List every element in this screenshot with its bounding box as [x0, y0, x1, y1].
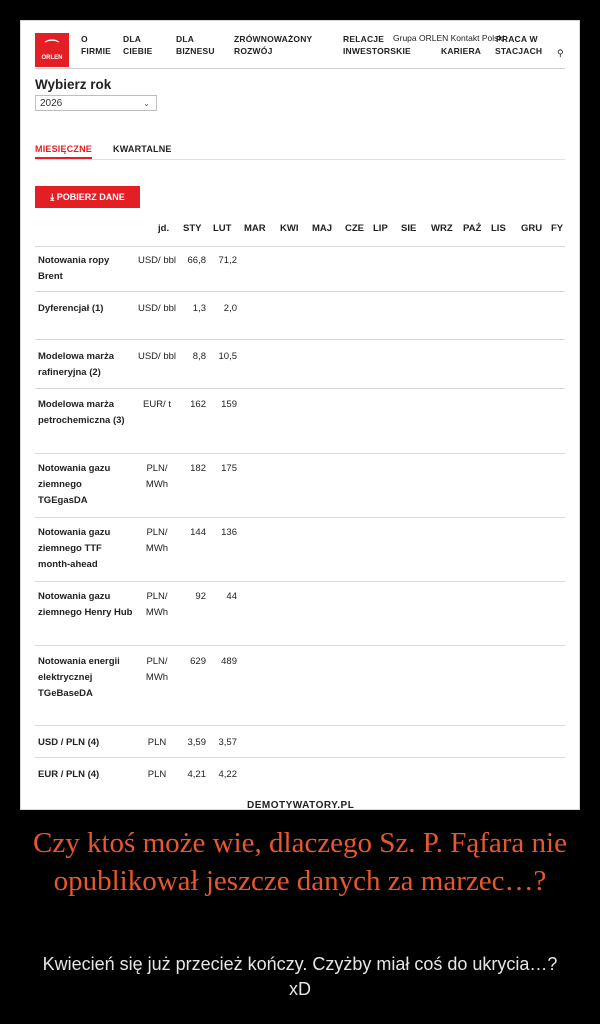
chevron-down-icon: ⌄: [143, 99, 150, 108]
table-cell: 3,57: [218, 737, 237, 748]
column-header: LIS: [491, 223, 506, 234]
row-divider: [35, 757, 565, 758]
table-cell: 4,21: [187, 769, 206, 780]
row-divider: [35, 725, 565, 726]
table-row-label: Notowania ropy Brent: [38, 255, 110, 282]
orlen-bird-icon: ⌒: [45, 38, 59, 55]
table-cell: 182: [190, 463, 206, 474]
row-divider: [35, 246, 565, 247]
tabs-divider: [35, 159, 565, 160]
table-cell: 159: [221, 399, 237, 410]
table-row-label: Notowania gazu ziemnego TGEgasDA: [38, 463, 111, 506]
nav-line1: DLA: [123, 34, 142, 44]
table-row-label: Modelowa marża petrochemiczna (3): [38, 399, 125, 426]
table-row-unit: PLN: [147, 769, 167, 780]
table-row-unit: PLN/ MWh: [145, 463, 169, 490]
orlen-logo[interactable]: [35, 33, 69, 67]
column-header: KWI: [280, 223, 299, 234]
column-header: jd.: [158, 223, 170, 234]
top-utility-links[interactable]: [393, 33, 505, 43]
table-cell: 162: [190, 399, 206, 410]
nav-line2: BIZNESU: [176, 46, 215, 56]
nav-line1: ZRÓWNOWAŻONY: [234, 34, 313, 44]
row-divider: [35, 388, 565, 389]
nav-line2: INWESTORSKIE: [343, 46, 411, 56]
table-row-label: USD / PLN (4): [38, 737, 100, 748]
table-row-unit: PLN/ MWh: [145, 527, 169, 554]
table-cell: 175: [221, 463, 237, 474]
column-header: WRZ: [431, 223, 453, 234]
download-data-button[interactable]: ⤓ POBIERZ DANE: [35, 186, 140, 208]
nav-line1: O: [81, 34, 88, 44]
nav-line2: ROZWÓJ: [234, 46, 273, 56]
tab-kwartalne[interactable]: KWARTALNE: [113, 144, 172, 154]
tab-miesieczne[interactable]: MIESIĘCZNE: [35, 144, 92, 159]
table-cell: 66,8: [187, 255, 206, 266]
table-cell: 144: [190, 527, 206, 538]
column-header: PAŹ: [463, 223, 482, 234]
year-selector-label: Wybierz rok: [35, 77, 112, 92]
nav-o-firmie[interactable]: [81, 33, 111, 57]
nav-line2: STACJACH: [495, 46, 543, 56]
table-cell: 1,3: [192, 303, 206, 314]
logo-text: ORLEN: [41, 54, 63, 61]
table-cell: 629: [190, 656, 206, 667]
header-divider: [35, 68, 565, 69]
screenshot-frame: [20, 20, 580, 810]
table-row-label: EUR / PLN (4): [38, 769, 100, 780]
nav-line1: DLA: [176, 34, 195, 44]
table-cell: 71,2: [218, 255, 237, 266]
table-cell: 10,5: [218, 351, 237, 362]
table-row-unit: EUR/ t: [143, 399, 171, 410]
table-row-label: Dyferencjał (1): [38, 303, 104, 314]
column-header: SIE: [401, 223, 417, 234]
search-icon[interactable]: ⚲: [557, 48, 564, 58]
nav-line2: CIEBIE: [123, 46, 153, 56]
nav-line1: RELACJE: [343, 34, 385, 44]
table-row-label: Notowania gazu ziemnego TTF month-ahead: [38, 527, 111, 570]
row-divider: [35, 517, 565, 518]
table-cell: 136: [221, 527, 237, 538]
column-header: LUT: [213, 223, 232, 234]
nav-zrownowazony-rozwoj[interactable]: [234, 33, 312, 57]
table-cell: 8,8: [192, 351, 206, 362]
column-header: LIP: [373, 223, 388, 234]
nav-dla-ciebie[interactable]: [123, 33, 153, 57]
util-text: Grupa ORLEN Kontakt Polski: [393, 33, 505, 43]
row-divider: [35, 453, 565, 454]
row-divider: [35, 291, 565, 292]
table-cell: 44: [226, 591, 237, 602]
table-row-unit: PLN/ MWh: [145, 656, 169, 683]
table-row-unit: PLN/ MWh: [145, 591, 169, 618]
table-cell: 489: [221, 656, 237, 667]
row-divider: [35, 645, 565, 646]
nav-line1: PRACA W: [496, 34, 538, 44]
table-cell: 4,22: [218, 769, 237, 780]
column-header: FY: [551, 223, 564, 234]
caption-subtitle: Kwiecień się już przecież kończy. Czyżby miał coś do ukrycia…? xD: [42, 954, 558, 999]
year-select[interactable]: [35, 95, 157, 111]
nav-line2: FIRMIE: [81, 46, 112, 56]
table-row-unit: USD/ bbl: [137, 351, 176, 362]
table-row-unit: PLN: [147, 737, 167, 748]
table-row-label: Modelowa marża rafineryjna (2): [38, 351, 115, 378]
table-cell: 92: [195, 591, 206, 602]
row-divider: [35, 339, 565, 340]
nav-stacje[interactable]: [495, 45, 542, 57]
watermark: DEMOTYWATORY.PL: [247, 800, 355, 810]
column-header: MAJ: [312, 223, 333, 234]
column-header: GRU: [521, 223, 543, 234]
nav-line2: KARIERA: [441, 46, 482, 56]
table-cell: 3,59: [187, 737, 206, 748]
table-cell: 2,0: [223, 303, 237, 314]
caption-title: Czy ktoś może wie, dlaczego Sz. P. Fąfara nie opublikował jeszcze danych za marzec…?: [33, 827, 567, 897]
nav-dla-biznesu[interactable]: [176, 33, 215, 57]
row-divider: [35, 581, 565, 582]
column-header: CZE: [345, 223, 364, 234]
year-select-value: 2026: [40, 98, 63, 109]
table-row-label: Notowania energii elektrycznej TGeBaseDA: [38, 656, 120, 699]
table-row-label: Notowania gazu ziemnego Henry Hub: [38, 591, 133, 618]
column-header: MAR: [244, 223, 266, 234]
nav-kariera[interactable]: [441, 45, 481, 57]
column-header: STY: [183, 223, 202, 234]
table-row-unit: USD/ bbl: [137, 255, 176, 266]
table-row-unit: USD/ bbl: [137, 303, 176, 314]
